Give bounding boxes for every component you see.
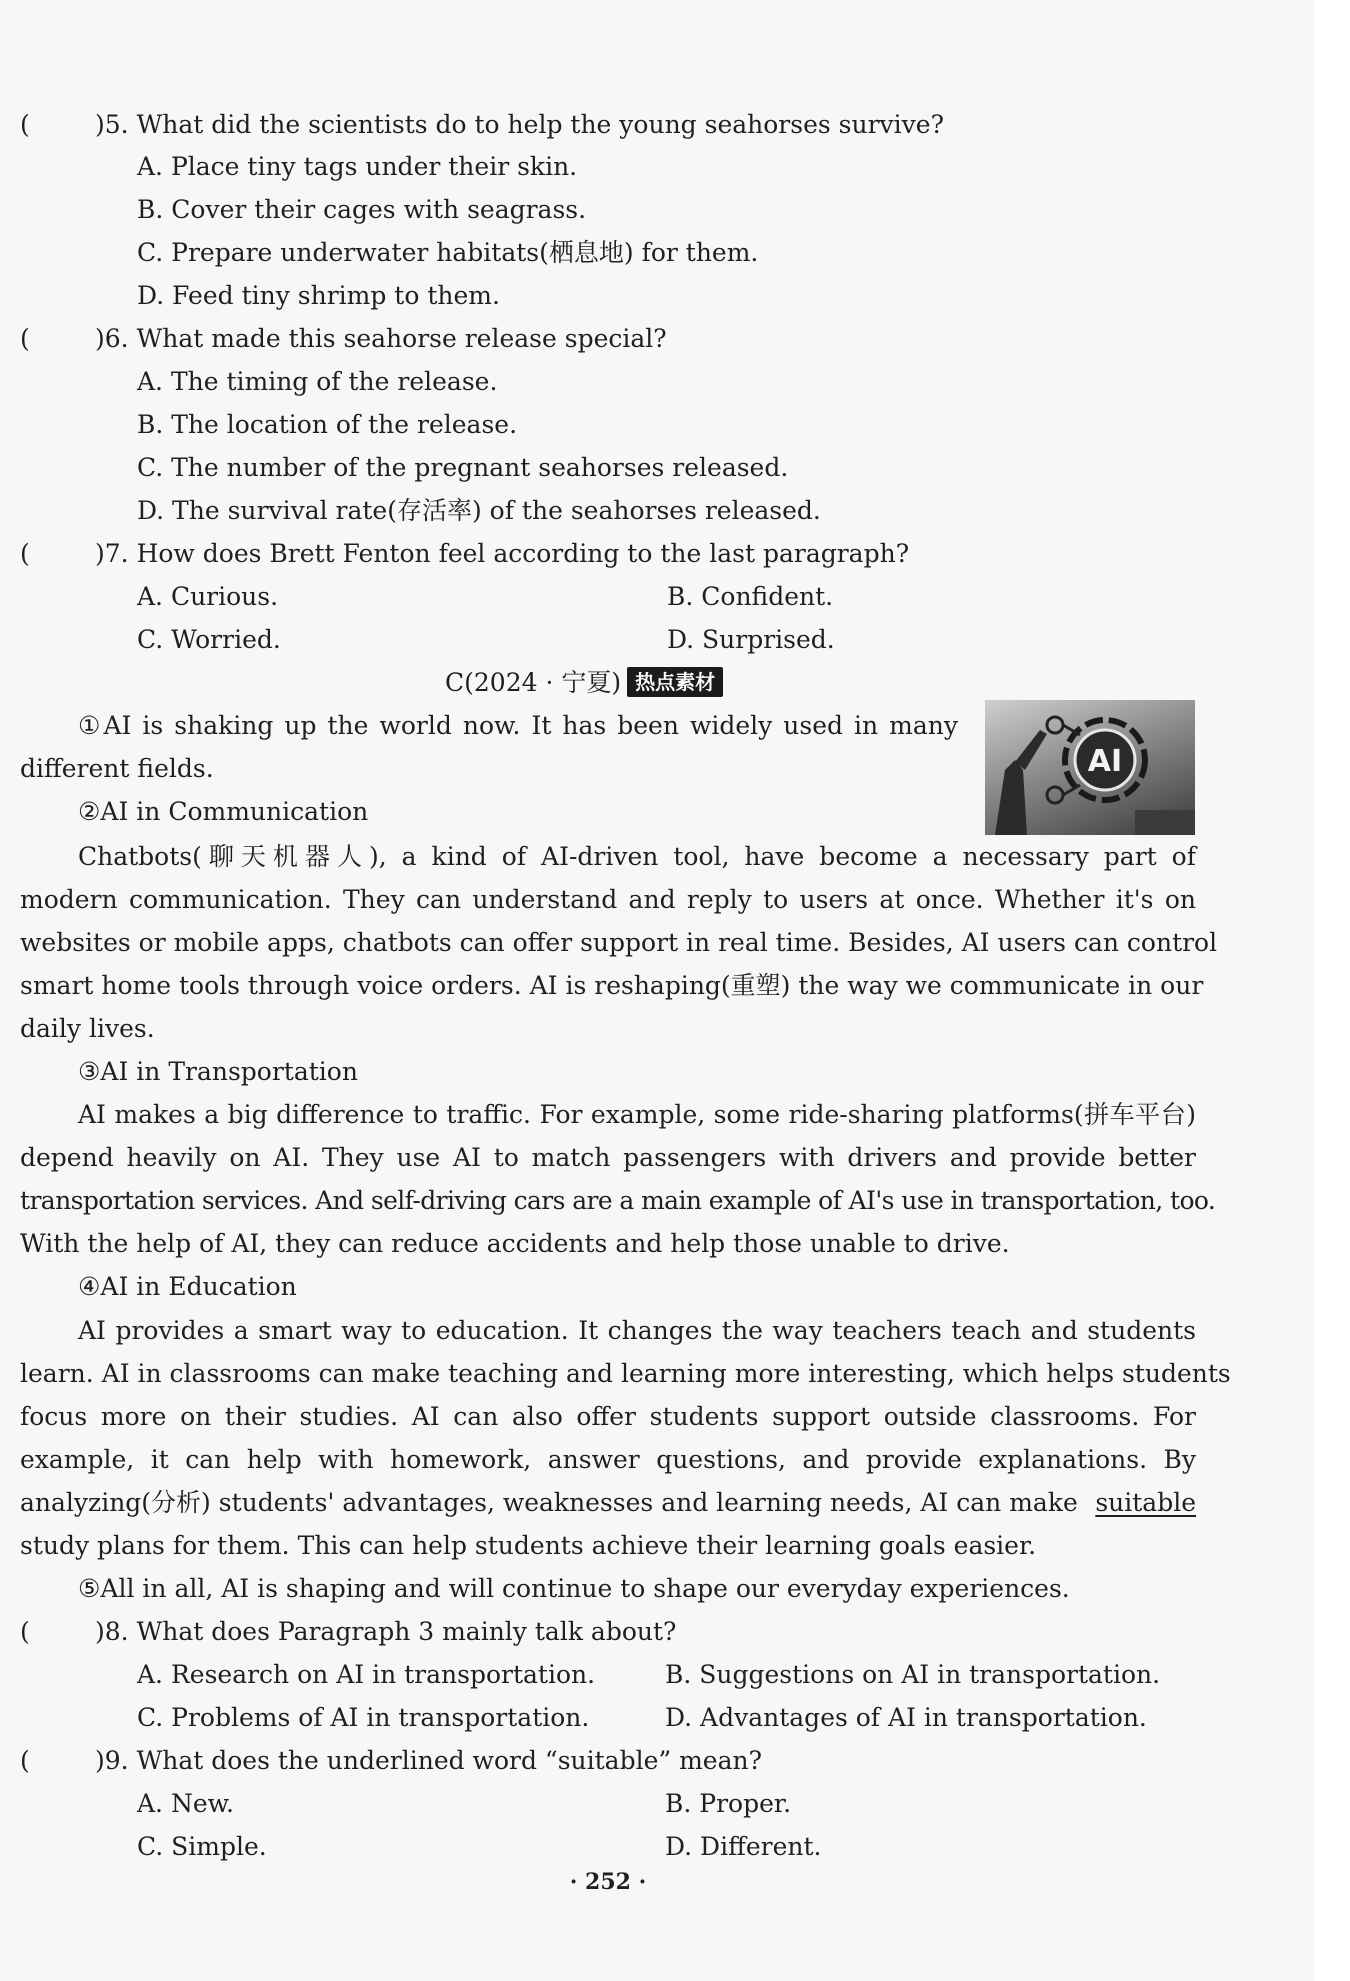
option: D. Advantages of AI in transportation. <box>665 1703 1147 1732</box>
question-6 <box>95 322 667 356</box>
question-8 <box>95 1615 676 1649</box>
text: AI provides a smart way to education. It changes the way teachers teach and students <box>78 1316 1196 1345</box>
paragraph-3-line: With the help of AI, they can reduce accidents and help those unable to drive. <box>20 1229 1010 1258</box>
option: D. The survival rate(存活率) of the seahorses released. <box>137 496 821 525</box>
paragraph-4-line <box>20 1486 1196 1520</box>
text: websites or mobile apps, chatbots can offer support in real time. Besides, AI users can control <box>20 928 1218 957</box>
page-edge <box>1314 0 1350 1981</box>
paragraph-3-line <box>20 1141 1196 1175</box>
option: C. The number of the pregnant seahorses released. <box>137 453 789 482</box>
paragraph-2-line <box>20 883 1196 917</box>
page-number: · 252 · <box>569 1869 647 1895</box>
section-title: C(2024 · 宁夏) <box>445 668 622 697</box>
question-7 <box>95 537 909 571</box>
text: Chatbots(聊天机器人), a kind of AI-driven tool, have become a necessary part of <box>78 842 1196 871</box>
option: A. The timing of the release. <box>137 367 498 396</box>
answer-bracket[interactable]: ( <box>20 324 30 353</box>
paragraph-3-line <box>20 1184 1216 1218</box>
ai-label: AI <box>1087 744 1123 779</box>
question-stem: How does Brett Fenton feel according to the last paragraph? <box>136 539 910 568</box>
question-number: )7. <box>95 539 129 568</box>
option: A. Place tiny tags under their skin. <box>137 152 578 181</box>
paragraph-5: ⑤All in all, AI is shaping and will continue to shape our everyday experiences. <box>78 1574 1070 1603</box>
option: A. New. <box>137 1789 234 1818</box>
paragraph-4-line <box>78 1314 1196 1348</box>
answer-bracket[interactable]: ( <box>20 1746 30 1775</box>
option: D. Feed tiny shrimp to them. <box>137 281 500 310</box>
text: analyzing(分析) students' advantages, weaknesses and learning needs, AI can make <box>20 1488 1078 1517</box>
option: B. Proper. <box>665 1789 792 1818</box>
option: B. Confident. <box>667 582 834 611</box>
question-stem: What made this seahorse release special? <box>136 324 667 353</box>
option: B. Cover their cages with seagrass. <box>137 195 587 224</box>
underlined-word: suitable <box>1095 1488 1196 1517</box>
answer-bracket[interactable]: ( <box>20 110 30 139</box>
text: ①AI is shaking up the world now. It has been widely used in many <box>78 711 958 740</box>
paragraph-3-line <box>78 1098 1196 1132</box>
text: transportation services. And self-driving cars are a main example of AI's use in transportation, too. <box>20 1186 1216 1215</box>
question-number: )6. <box>95 324 129 353</box>
question-stem: What does the underlined word “suitable” mean? <box>136 1746 763 1775</box>
text: example, it can help with homework, answer questions, and provide explanations. By <box>20 1445 1196 1474</box>
subheading-education: ④AI in Education <box>78 1272 297 1301</box>
question-stem: What does Paragraph 3 mainly talk about? <box>136 1617 677 1646</box>
option: B. The location of the release. <box>137 410 518 439</box>
option: C. Worried. <box>137 625 281 654</box>
answer-bracket[interactable]: ( <box>20 1617 30 1646</box>
ai-circuit-icon <box>985 700 1195 835</box>
option: A. Research on AI in transportation. <box>137 1660 596 1689</box>
question-number: )8. <box>95 1617 129 1646</box>
paragraph-2-line <box>78 840 1196 874</box>
paragraph-2-line <box>20 926 1218 960</box>
text: focus more on their studies. AI can also offer students support outside classrooms. For <box>20 1402 1196 1431</box>
option: A. Curious. <box>137 582 279 611</box>
text: smart home tools through voice orders. AI is reshaping(重塑) the way we communicate in our <box>20 971 1204 1000</box>
hot-topic-badge: 热点素材 <box>627 667 723 697</box>
option: D. Different. <box>665 1832 822 1861</box>
text: depend heavily on AI. They use AI to match passengers with drivers and provide better <box>20 1143 1196 1172</box>
option: B. Suggestions on AI in transportation. <box>665 1660 1161 1689</box>
paragraph-4-line <box>20 1443 1196 1477</box>
answer-bracket[interactable]: ( <box>20 539 30 568</box>
paragraph-4-line <box>20 1357 1231 1391</box>
paragraph-1-line: different fields. <box>20 754 214 783</box>
text: AI makes a big difference to traffic. For example, some ride-sharing platforms(拼车平台) <box>78 1100 1196 1129</box>
paragraph-2-line: daily lives. <box>20 1014 155 1043</box>
question-number: )9. <box>95 1746 129 1775</box>
text: modern communication. They can understand and reply to users at once. Whether it's on <box>20 885 1196 914</box>
ai-illustration <box>985 700 1195 835</box>
question-number: )5. <box>95 110 129 139</box>
question-5 <box>95 108 944 142</box>
option: C. Simple. <box>137 1832 267 1861</box>
paragraph-1-line <box>78 709 958 743</box>
paragraph-2-line <box>20 969 1204 1003</box>
section-heading <box>445 666 723 700</box>
question-9 <box>95 1744 762 1778</box>
paragraph-4-line <box>20 1400 1196 1434</box>
option: C. Prepare underwater habitats(栖息地) for them. <box>137 238 759 267</box>
paragraph-4-line: study plans for them. This can help students achieve their learning goals easier. <box>20 1531 1037 1560</box>
subheading-communication: ②AI in Communication <box>78 797 369 826</box>
option: C. Problems of AI in transportation. <box>137 1703 590 1732</box>
option: D. Surprised. <box>667 625 835 654</box>
subheading-transportation: ③AI in Transportation <box>78 1057 358 1086</box>
text: learn. AI in classrooms can make teaching and learning more interesting, which helps students <box>20 1359 1231 1388</box>
question-stem: What did the scientists do to help the young seahorses survive? <box>136 110 944 139</box>
